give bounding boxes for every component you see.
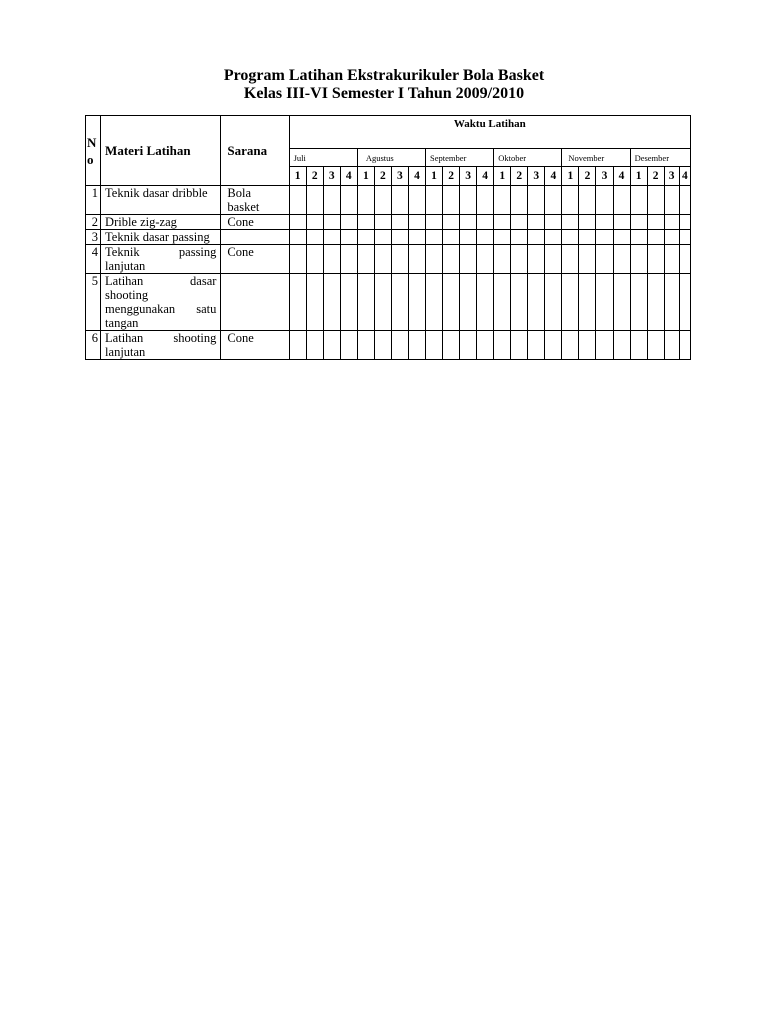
schedule-cell	[613, 215, 630, 230]
table-row	[86, 230, 691, 245]
header-no-line2: o	[87, 151, 94, 167]
row-materi: Teknik dasar dribble	[101, 186, 221, 215]
schedule-cell	[289, 230, 306, 245]
schedule-cell	[426, 186, 443, 215]
schedule-cell	[323, 230, 340, 245]
row-materi: Teknik dasar passing	[101, 230, 221, 245]
schedule-cell	[289, 331, 306, 360]
schedule-cell	[460, 186, 477, 215]
schedule-cell	[460, 245, 477, 274]
schedule-cell	[357, 230, 374, 245]
schedule-cell	[494, 186, 511, 215]
schedule-cell	[613, 230, 630, 245]
schedule-cell	[306, 331, 323, 360]
schedule-cell	[391, 245, 408, 274]
schedule-cell	[357, 215, 374, 230]
schedule-cell	[528, 274, 545, 331]
schedule-cell	[494, 331, 511, 360]
header-materi: Materi Latihan	[101, 116, 221, 186]
training-schedule-table	[85, 115, 691, 360]
schedule-cell	[562, 245, 579, 274]
schedule-cell	[323, 245, 340, 274]
schedule-cell	[528, 215, 545, 230]
row-number: 1	[86, 186, 101, 215]
schedule-cell	[477, 331, 494, 360]
schedule-cell	[596, 215, 613, 230]
schedule-cell	[374, 215, 391, 230]
schedule-cell	[374, 274, 391, 331]
schedule-cell	[460, 215, 477, 230]
schedule-cell	[630, 186, 647, 215]
schedule-cell	[494, 274, 511, 331]
header-week: 4	[545, 167, 562, 186]
header-week: 2	[647, 167, 664, 186]
schedule-cell	[426, 215, 443, 230]
schedule-cell	[323, 215, 340, 230]
row-materi: Teknik passing lanjutan	[101, 245, 221, 274]
schedule-cell	[562, 331, 579, 360]
schedule-cell	[426, 274, 443, 331]
header-week: 2	[306, 167, 323, 186]
schedule-cell	[391, 230, 408, 245]
schedule-cell	[391, 274, 408, 331]
schedule-cell	[443, 230, 460, 245]
schedule-cell	[289, 186, 306, 215]
schedule-cell	[679, 230, 690, 245]
schedule-cell	[579, 230, 596, 245]
schedule-cell	[357, 245, 374, 274]
schedule-cell	[408, 331, 425, 360]
header-month: Juli	[289, 149, 357, 167]
schedule-cell	[306, 245, 323, 274]
schedule-cell	[323, 331, 340, 360]
schedule-cell	[562, 186, 579, 215]
schedule-cell	[391, 331, 408, 360]
schedule-cell	[340, 274, 357, 331]
schedule-cell	[511, 230, 528, 245]
schedule-cell	[613, 331, 630, 360]
row-materi: Drible zig-zag	[101, 215, 221, 230]
row-materi: Latihan dasar shooting menggunakan satu tangan	[101, 274, 221, 331]
schedule-cell	[647, 215, 664, 230]
header-week: 1	[426, 167, 443, 186]
schedule-cell	[579, 245, 596, 274]
schedule-cell	[664, 274, 679, 331]
row-number: 2	[86, 215, 101, 230]
schedule-cell	[443, 245, 460, 274]
schedule-cell	[443, 215, 460, 230]
schedule-cell	[357, 274, 374, 331]
schedule-cell	[477, 230, 494, 245]
header-no-line1: N	[87, 134, 97, 150]
schedule-cell	[408, 230, 425, 245]
schedule-cell	[408, 245, 425, 274]
schedule-cell	[443, 186, 460, 215]
schedule-cell	[306, 215, 323, 230]
schedule-cell	[647, 274, 664, 331]
header-waktu: Waktu Latihan	[289, 116, 690, 149]
schedule-cell	[596, 245, 613, 274]
header-sarana: Sarana	[221, 116, 289, 186]
schedule-cell	[374, 331, 391, 360]
schedule-cell	[579, 215, 596, 230]
schedule-cell	[562, 274, 579, 331]
schedule-cell	[545, 245, 562, 274]
header-week: 1	[494, 167, 511, 186]
schedule-cell	[664, 186, 679, 215]
schedule-cell	[528, 186, 545, 215]
schedule-cell	[426, 245, 443, 274]
header-week: 1	[289, 167, 306, 186]
schedule-cell	[443, 331, 460, 360]
schedule-cell	[630, 230, 647, 245]
header-week: 2	[443, 167, 460, 186]
row-sarana: Bola basket	[221, 186, 289, 215]
header-week: 2	[374, 167, 391, 186]
schedule-cell	[511, 186, 528, 215]
schedule-cell	[477, 215, 494, 230]
schedule-cell	[545, 186, 562, 215]
header-week: 4	[340, 167, 357, 186]
schedule-cell	[511, 331, 528, 360]
schedule-cell	[340, 245, 357, 274]
schedule-cell	[679, 331, 690, 360]
schedule-cell	[679, 274, 690, 331]
header-week: 3	[596, 167, 613, 186]
schedule-cell	[340, 186, 357, 215]
table-row	[86, 274, 691, 331]
schedule-cell	[613, 186, 630, 215]
header-month: Agustus	[357, 149, 425, 167]
schedule-cell	[679, 186, 690, 215]
header-week: 4	[679, 167, 690, 186]
schedule-cell	[511, 274, 528, 331]
schedule-cell	[426, 331, 443, 360]
schedule-cell	[340, 331, 357, 360]
schedule-cell	[289, 215, 306, 230]
row-materi: Latihan shooting lanjutan	[101, 331, 221, 360]
schedule-cell	[596, 274, 613, 331]
schedule-cell	[545, 230, 562, 245]
schedule-cell	[460, 331, 477, 360]
schedule-cell	[374, 230, 391, 245]
row-sarana: Cone	[221, 245, 289, 274]
schedule-cell	[596, 331, 613, 360]
schedule-cell	[289, 274, 306, 331]
table-row	[86, 215, 691, 230]
row-sarana	[221, 230, 289, 245]
schedule-cell	[443, 274, 460, 331]
schedule-cell	[511, 215, 528, 230]
schedule-cell	[323, 274, 340, 331]
schedule-cell	[528, 230, 545, 245]
schedule-cell	[647, 230, 664, 245]
schedule-cell	[545, 215, 562, 230]
header-month: Oktober	[494, 149, 562, 167]
row-number: 4	[86, 245, 101, 274]
schedule-cell	[511, 245, 528, 274]
schedule-cell	[579, 331, 596, 360]
schedule-cell	[647, 245, 664, 274]
table-row	[86, 186, 691, 215]
schedule-cell	[494, 215, 511, 230]
schedule-cell	[545, 331, 562, 360]
schedule-cell	[664, 215, 679, 230]
schedule-cell	[340, 230, 357, 245]
schedule-cell	[630, 274, 647, 331]
header-week: 2	[579, 167, 596, 186]
schedule-cell	[357, 186, 374, 215]
row-number: 3	[86, 230, 101, 245]
header-week: 3	[323, 167, 340, 186]
schedule-cell	[340, 215, 357, 230]
schedule-cell	[460, 274, 477, 331]
schedule-cell	[647, 331, 664, 360]
schedule-cell	[679, 215, 690, 230]
header-week: 1	[357, 167, 374, 186]
schedule-cell	[391, 215, 408, 230]
document-title: Program Latihan Ekstrakurikuler Bola Basket	[223, 67, 545, 84]
schedule-cell	[528, 331, 545, 360]
header-week: 1	[562, 167, 579, 186]
schedule-cell	[408, 186, 425, 215]
schedule-cell	[374, 186, 391, 215]
row-sarana	[221, 274, 289, 331]
schedule-cell	[289, 245, 306, 274]
header-week: 2	[511, 167, 528, 186]
schedule-cell	[613, 274, 630, 331]
header-week: 3	[528, 167, 545, 186]
schedule-cell	[426, 230, 443, 245]
header-week: 3	[391, 167, 408, 186]
schedule-cell	[596, 230, 613, 245]
schedule-cell	[460, 230, 477, 245]
header-week: 4	[477, 167, 494, 186]
schedule-cell	[477, 245, 494, 274]
row-sarana: Cone	[221, 331, 289, 360]
row-number: 6	[86, 331, 101, 360]
header-week: 4	[613, 167, 630, 186]
schedule-cell	[664, 230, 679, 245]
header-no	[86, 116, 101, 186]
schedule-cell	[664, 245, 679, 274]
header-week: 4	[408, 167, 425, 186]
header-month: Desember	[630, 149, 690, 167]
schedule-cell	[630, 215, 647, 230]
schedule-cell	[562, 215, 579, 230]
table-row	[86, 331, 691, 360]
schedule-cell	[306, 230, 323, 245]
header-month: September	[426, 149, 494, 167]
schedule-cell	[562, 230, 579, 245]
header-week: 1	[630, 167, 647, 186]
schedule-cell	[408, 215, 425, 230]
schedule-cell	[494, 230, 511, 245]
schedule-cell	[630, 331, 647, 360]
header-month: November	[562, 149, 630, 167]
schedule-cell	[579, 274, 596, 331]
document-subtitle: Kelas III-VI Semester I Tahun 2009/2010	[243, 85, 525, 102]
schedule-cell	[477, 274, 494, 331]
schedule-cell	[664, 331, 679, 360]
header-week: 3	[460, 167, 477, 186]
schedule-cell	[494, 245, 511, 274]
schedule-cell	[374, 245, 391, 274]
schedule-cell	[357, 331, 374, 360]
schedule-cell	[477, 186, 494, 215]
schedule-cell	[306, 274, 323, 331]
table-row	[86, 245, 691, 274]
row-sarana: Cone	[221, 215, 289, 230]
schedule-cell	[596, 186, 613, 215]
schedule-cell	[306, 186, 323, 215]
schedule-cell	[323, 186, 340, 215]
schedule-cell	[630, 245, 647, 274]
schedule-cell	[528, 245, 545, 274]
row-number: 5	[86, 274, 101, 331]
header-week: 3	[664, 167, 679, 186]
schedule-cell	[613, 245, 630, 274]
schedule-cell	[408, 274, 425, 331]
schedule-cell	[647, 186, 664, 215]
schedule-cell	[391, 186, 408, 215]
schedule-cell	[679, 245, 690, 274]
schedule-cell	[545, 274, 562, 331]
schedule-cell	[579, 186, 596, 215]
